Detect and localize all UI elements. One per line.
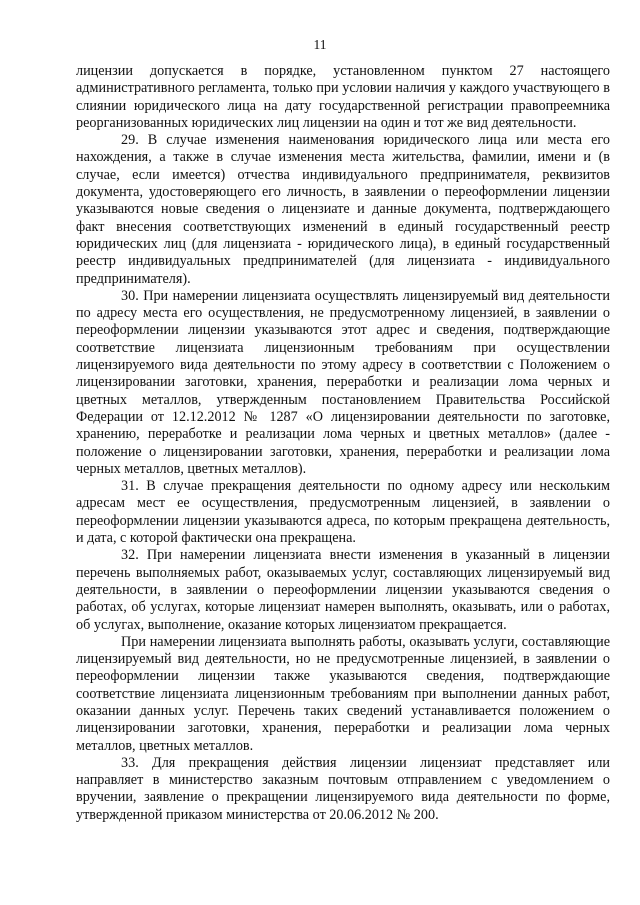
paragraph-32-continued: При намерении лицензиата выполнять работы, оказывать услуги, составляющие лицензируемый вид деятельности, но не предусмотренные лицензией, в заявлении о переоформлении лицензии также указываются сведения, подтверждающие соответствие лицензиата лицензионным требованиям при выполнении данных работ, оказании данных услуг. Перечень таких сведений устанавливается положением о лицензировании заготовки, хранения, переработки и реализации лома черных металлов, цветных металлов. bbox=[76, 633, 610, 754]
paragraph-continuation: лицензии допускается в порядке, установленном пунктом 27 настоящего административного регламента, только при условии наличия у каждого участвующего в слиянии юридического лица на дату государственной регистрации правопреемника реорганизованных юридических лиц лицензии на один и тот же вид деятельности. bbox=[76, 63, 610, 131]
paragraph-29: 29. В случае изменения наименования юридического лица или места его нахождения, а также в случае изменения места жительства, фамилии, имени и (в случае, если имеется) отчества индивидуального предпринимателя, реквизитов документа, удостоверяющего его личность, в заявлении о переоформлении лицензии указываются новые сведения о лицензиате и данные документа, подтверждающего факт внесения соответствующих изменений в единый государственный реестр юридических лиц (для лицензиата - юридического лица), в единый государственный реестр индивидуальных предпринимателей (для лицензиата - индивидуального предпринимателя). bbox=[76, 132, 610, 287]
paragraph-33: 33. Для прекращения действия лицензии лицензиат представляет или направляет в министерство заказным почтовым отправлением с уведомлением о вручении, заявление о прекращении лицензируемого вида деятельности по форме, утвержденной приказом министерства от 20.06.2012 № 200. bbox=[76, 754, 610, 823]
paragraph-32: 32. При намерении лицензиата внести изменения в указанный в лицензии перечень выполняемых работ, оказываемых услуг, составляющих лицензируемый вид деятельности, в заявлении о переоформлении лицензии указываются сведения о работах, об услугах, которые лицензиат намерен выполнять, оказывать, или о работах, об услугах, выполнение, оказание которых лицензиатом прекращается. bbox=[76, 547, 610, 633]
document-body bbox=[76, 63, 610, 824]
page-number: 11 bbox=[313, 37, 327, 52]
paragraph-31: 31. В случае прекращения деятельности по одному адресу или нескольким адресам мест ее осуществления, предусмотренным лицензией, в заявлении о переоформлении лицензии указываются адреса, по которым прекращена деятельность, и дата, с которой фактически она прекращена. bbox=[76, 478, 610, 547]
paragraph-30: 30. При намерении лицензиата осуществлять лицензируемый вид деятельности по адресу места его осуществления, не предусмотренному лицензией, в заявлении о переоформлении лицензии указываются этот адрес и сведения, подтверждающие соответствие лицензиата лицензионным требованиям при осуществлении лицензируемого вида деятельности по этому адресу в соответствии с Положением о лицензировании заготовки, хранения, переработки и реализации лома черных и цветных металлов, утвержденным постановлением Правительства Российской Федерации от 12.12.2012 № 1287 «О лицензировании деятельности по заготовке, хранению, переработке и реализации лома черных и цветных металлов» (далее - положение о лицензировании заготовки, хранения, переработки и реализации лома черных металлов, цветных металлов). bbox=[76, 287, 610, 477]
